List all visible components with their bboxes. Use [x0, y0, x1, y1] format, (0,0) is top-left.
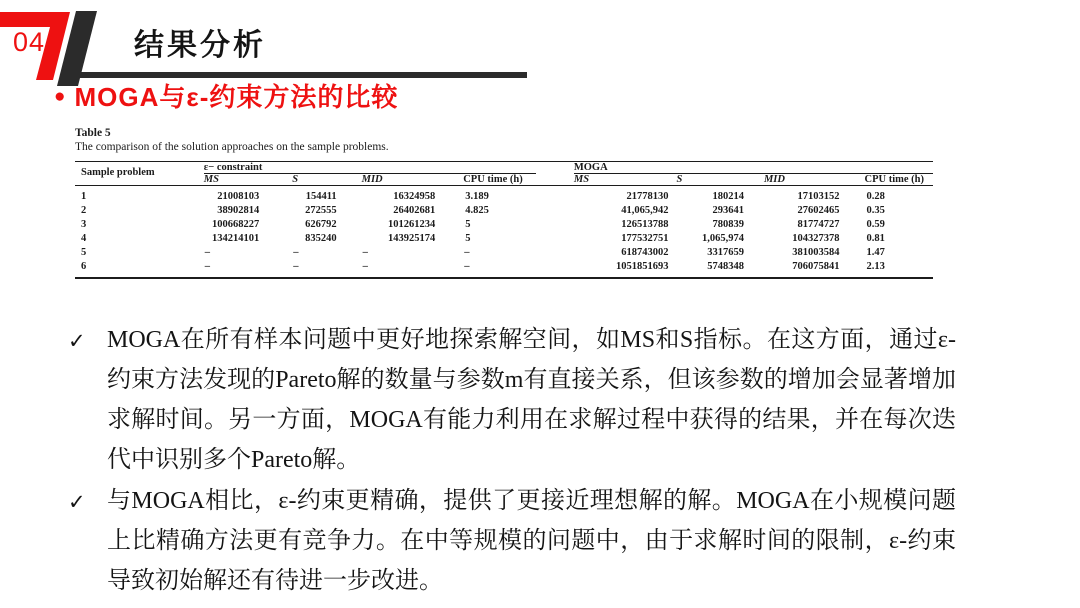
group-gap	[536, 232, 574, 246]
cell-moga-s: 5748348	[707, 261, 744, 272]
col-moga-cpu-time: CPU time (h)	[865, 174, 933, 186]
header-underline	[70, 72, 527, 78]
cell-moga-mid: 81774727	[797, 219, 840, 230]
cell-sample-problem: 4	[81, 233, 87, 244]
cell-eps-ms: 38902814	[217, 205, 260, 216]
col-eps-cpu-time: CPU time (h)	[463, 174, 535, 186]
cell-moga-s: 293641	[712, 205, 744, 216]
notes-list	[66, 320, 956, 601]
cell-moga-cpu: 0.59	[866, 219, 885, 230]
group-gap	[536, 260, 574, 278]
cell-moga-cpu: 2.13	[866, 261, 885, 272]
cell-moga-ms: 21778130	[626, 191, 669, 202]
subtitle-text: MOGA与ε-约束方法的比较	[74, 82, 399, 112]
note-text: MOGA在所有样本问题中更好地探索解空间，如MS和S指标。在这方面，通过ε-约束方法发现的Pareto解的数量与参数m有直接关系，但该参数的增加会显著增加求解时间。另一方面，MOGA有能力利用在求解过程中获得的结果，并在每次迭代中识别多个Pareto解。	[107, 327, 956, 473]
col-eps-s: S	[292, 174, 361, 186]
col-eps-mid: MID	[362, 174, 464, 186]
col-group-moga: MOGA	[574, 162, 933, 174]
group-gap	[536, 218, 574, 232]
col-eps-ms: MS	[204, 174, 293, 186]
cell-moga-ms: 126513788	[621, 219, 669, 230]
cell-eps-mid: –	[362, 261, 368, 272]
cell-moga-mid: 706075841	[792, 261, 840, 272]
cell-moga-cpu: 0.28	[866, 191, 885, 202]
cell-moga-ms: 41,065,942	[621, 205, 669, 216]
cell-eps-cpu: 5	[465, 233, 471, 244]
cell-moga-ms: 1051851693	[615, 261, 669, 272]
section-number: 04	[13, 27, 46, 57]
cell-moga-mid: 104327378	[792, 233, 840, 244]
cell-moga-s: 780839	[712, 219, 744, 230]
cell-eps-s: 835240	[305, 233, 337, 244]
table-row	[75, 186, 933, 205]
table-label: Table 5	[75, 127, 111, 139]
group-gap	[536, 174, 574, 186]
table-row	[75, 204, 933, 218]
table-row	[75, 246, 933, 260]
cell-eps-ms: –	[204, 247, 210, 258]
cell-sample-problem: 5	[81, 247, 87, 258]
cell-sample-problem: 3	[81, 219, 87, 230]
table-group-header-row	[75, 162, 933, 174]
cell-eps-s: 626792	[305, 219, 337, 230]
cell-moga-s: 3317659	[707, 247, 744, 258]
page-title: 结果分析	[134, 29, 266, 62]
checkmark-icon: ✓	[68, 490, 86, 514]
col-moga-mid: MID	[764, 174, 865, 186]
group-gap	[536, 162, 574, 174]
cell-eps-ms: 21008103	[217, 191, 260, 202]
cell-eps-mid: 26402681	[393, 205, 436, 216]
cell-eps-s: –	[293, 261, 299, 272]
col-sample-problem: Sample problem	[75, 162, 204, 186]
checkmark-icon: ✓	[68, 329, 86, 353]
cell-moga-ms: 618743002	[621, 247, 669, 258]
cell-moga-mid: 381003584	[792, 247, 840, 258]
cell-moga-ms: 177532751	[621, 233, 669, 244]
comparison-table	[75, 161, 933, 279]
cell-eps-cpu: –	[464, 261, 470, 272]
cell-moga-cpu: 0.35	[866, 205, 885, 216]
cell-eps-cpu: 3.189	[465, 191, 489, 202]
cell-eps-cpu: 5	[465, 219, 471, 230]
bullet-dot-icon: ●	[54, 86, 66, 107]
table-subheader-row	[75, 174, 933, 186]
cell-sample-problem: 6	[81, 261, 87, 272]
cell-eps-cpu: 4.825	[465, 205, 489, 216]
cell-sample-problem: 1	[81, 191, 87, 202]
group-gap	[536, 246, 574, 260]
note-item	[66, 320, 956, 480]
note-item	[66, 481, 956, 601]
cell-moga-cpu: 1.47	[866, 247, 885, 258]
cell-eps-mid: 16324958	[393, 191, 436, 202]
table-row	[75, 260, 933, 278]
cell-eps-s: 272555	[305, 205, 337, 216]
group-gap	[536, 186, 574, 205]
col-group-eps-constraint: ε− constraint	[204, 162, 536, 174]
table-row	[75, 218, 933, 232]
cell-eps-mid: 101261234	[387, 219, 436, 230]
col-moga-ms: MS	[574, 174, 677, 186]
note-text: 与MOGA相比，ε-约束更精确，提供了更接近理想解的解。MOGA在小规模问题上比精确方法更有竞争力。在中等规模的问题中，由于求解时间的限制，ε-约束导致初始解还有待进一步改进。	[107, 488, 956, 594]
table-row	[75, 232, 933, 246]
cell-moga-s: 180214	[712, 191, 744, 202]
comparison-table-block	[75, 126, 933, 279]
cell-sample-problem: 2	[81, 205, 87, 216]
cell-moga-s: 1,065,974	[701, 233, 744, 244]
cell-eps-mid: –	[362, 247, 368, 258]
cell-eps-ms: 100668227	[211, 219, 260, 230]
cell-moga-mid: 17103152	[797, 191, 840, 202]
cell-eps-s: 154411	[305, 191, 337, 202]
table-body	[75, 186, 933, 279]
table-caption: The comparison of the solution approaches on the sample problems.	[75, 141, 389, 153]
cell-eps-ms: 134214101	[211, 233, 260, 244]
cell-eps-cpu: –	[464, 247, 470, 258]
section-subtitle	[54, 82, 398, 112]
cell-eps-s: –	[293, 247, 299, 258]
group-gap	[536, 204, 574, 218]
cell-moga-mid: 27602465	[797, 205, 840, 216]
cell-eps-ms: –	[204, 261, 210, 272]
cell-moga-cpu: 0.81	[866, 233, 885, 244]
col-moga-s: S	[676, 174, 764, 186]
cell-eps-mid: 143925174	[387, 233, 436, 244]
